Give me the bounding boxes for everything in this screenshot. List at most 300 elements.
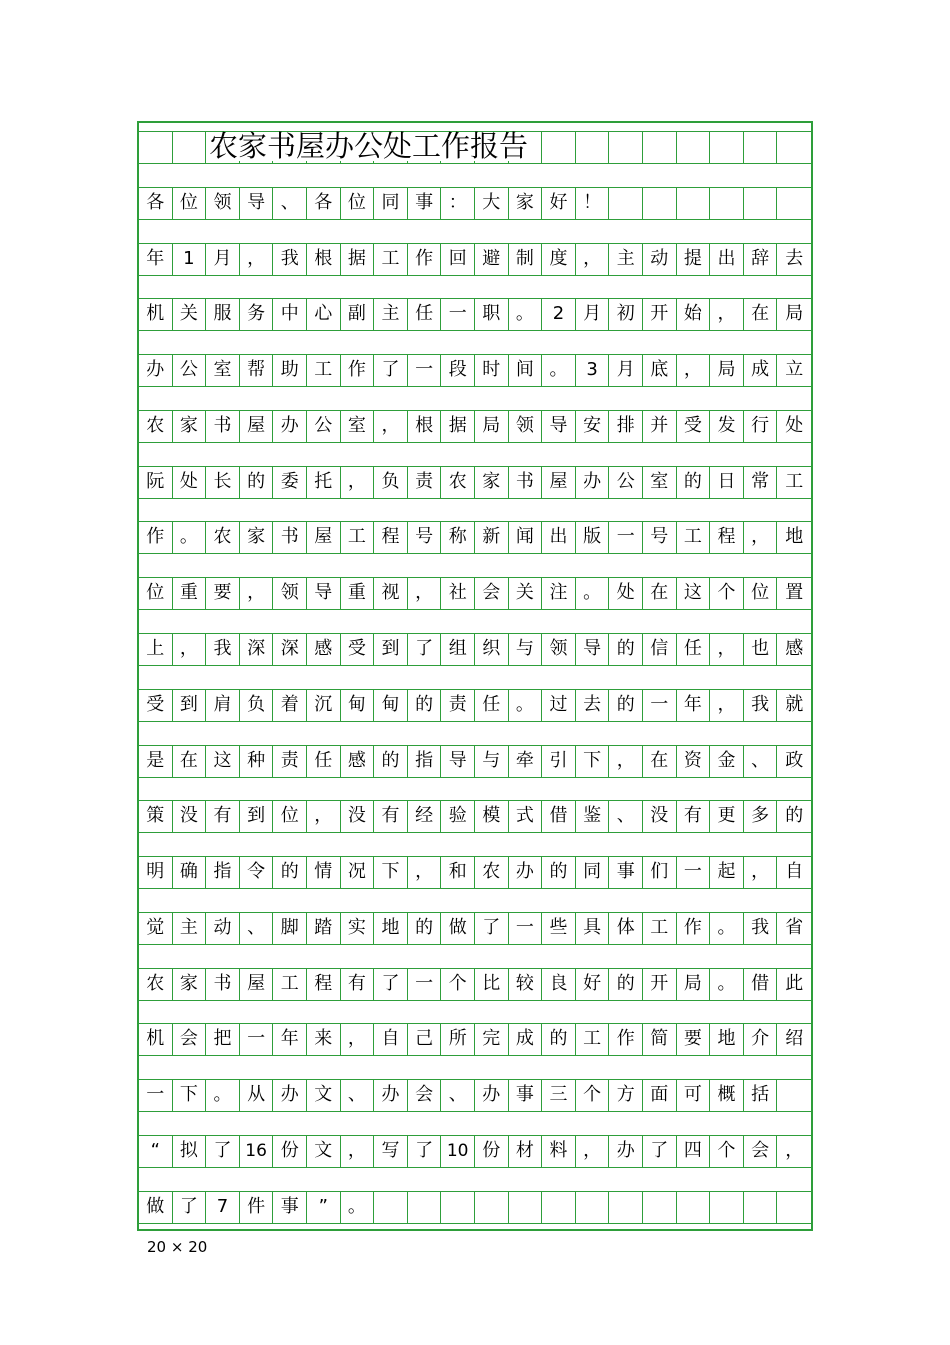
grid-cell: 领 [509,410,543,442]
grid-cell: ， [576,243,610,275]
grid-cell: 踏 [307,912,341,944]
grid-cell: 帮 [240,354,274,386]
grid-cell: 工 [785,470,804,492]
grid-cell [374,1191,408,1223]
grid-cell [744,187,778,219]
grid-cell: 、 [441,1079,475,1111]
grid-cell: 具 [576,912,610,944]
grid-cell [609,187,643,219]
text-row [139,410,811,442]
grid-cell: 把 [206,1023,240,1055]
grid-cell: 可 [677,1079,711,1111]
grid-cell: 的 [609,968,643,1000]
grid-cell: 并 [643,410,677,442]
manuscript-grid-sheet [137,121,813,1231]
grid-cell: 一 [408,354,442,386]
grid-cell: 。 [509,689,543,721]
text-row [139,745,811,777]
grid-cell: 公 [307,410,341,442]
grid-cell [744,1191,778,1223]
grid-cell: 副 [341,298,375,330]
grid-cell: 和 [441,856,475,888]
grid-cell: 局 [475,410,509,442]
grid-cell: ， [710,689,744,721]
grid-cell: 主 [609,243,643,275]
grid-cell: ， [408,577,442,609]
grid-cell: 我 [744,912,778,944]
grid-cell: 做 [139,1191,173,1223]
grid-cell: 到 [240,800,274,832]
grid-cell: 一 [609,521,643,553]
grid-cell: 委 [273,466,307,498]
grid-cell: ， [307,800,341,832]
row-bottom-rule [139,553,811,554]
grid-cell: 家 [173,968,207,1000]
grid-cell: 四 [677,1135,711,1167]
grid-cell: 了 [408,633,442,665]
grid-cell: 地 [785,526,804,548]
text-row [139,633,811,665]
grid-cell: 家 [509,187,543,219]
grid-cell: 来 [307,1023,341,1055]
grid-cell: ， [744,521,778,553]
row-bottom-rule [139,1000,811,1001]
grid-cell: 经 [408,800,442,832]
grid-cell: 月 [609,354,643,386]
grid-cell: 导 [441,745,475,777]
grid-cell: 农 [206,521,240,553]
grid-cell: 工 [273,968,307,1000]
row-bottom-rule [139,1111,811,1112]
grid-cell: 年 [677,689,711,721]
grid-cell: 工 [341,521,375,553]
grid-cell: 公 [173,354,207,386]
grid-cell: 会 [173,1023,207,1055]
grid-cell: 年 [273,1023,307,1055]
text-row [139,298,811,330]
grid-cell: 作 [609,1023,643,1055]
grid-cell: 成 [509,1023,543,1055]
grid-cell: 到 [173,689,207,721]
grid-cell: 引 [542,745,576,777]
grid-cell: 农 [139,410,173,442]
grid-cell: 重 [341,577,375,609]
grid-cell: 程 [307,968,341,1000]
grid-cell: 就 [785,693,804,715]
grid-cell: 文 [307,1135,341,1167]
grid-cell: 日 [710,466,744,498]
grid-cell: 段 [441,354,475,386]
grid-cell: 避 [475,243,509,275]
grid-size-label: 20 × 20 [147,1238,208,1256]
grid-cell: 实 [341,912,375,944]
grid-cell: 、 [609,800,643,832]
grid-cell: 关 [173,298,207,330]
grid-cell: 作 [139,521,173,553]
grid-cell: 好 [576,968,610,1000]
grid-cell: 令 [240,856,274,888]
grid-cell: 主 [374,298,408,330]
grid-cell: ， [341,466,375,498]
grid-cell [710,187,744,219]
grid-cell: 要 [677,1023,711,1055]
grid-cell: 自 [785,861,804,883]
grid-cell: 验 [441,800,475,832]
row-bottom-rule [139,275,811,276]
grid-cell: 导 [576,633,610,665]
grid-cell [677,131,711,163]
grid-cell: 括 [744,1079,778,1111]
grid-cell: 深 [273,633,307,665]
grid-cell: 回 [441,243,475,275]
grid-cell: 7 [206,1191,240,1223]
grid-cell: ！ [576,187,610,219]
grid-cell: 书 [509,466,543,498]
grid-cell: 了 [206,1135,240,1167]
grid-cell: 位 [139,577,173,609]
grid-cell: 初 [609,298,643,330]
grid-cell: 指 [408,745,442,777]
grid-cell [609,1191,643,1223]
grid-cell: ， [744,856,778,888]
grid-cell: 、 [240,912,274,944]
grid-cell: 任 [475,689,509,721]
grid-cell: 有 [374,800,408,832]
grid-cell: 会 [408,1079,442,1111]
grid-cell: 多 [744,800,778,832]
grid-cell: 农 [441,466,475,498]
grid-cell: 己 [408,1023,442,1055]
grid-cell: 地 [374,912,408,944]
grid-cell: 始 [677,298,711,330]
grid-cell: 要 [206,577,240,609]
grid-cell: ， [408,856,442,888]
grid-cell: 作 [408,243,442,275]
grid-cell: 织 [475,633,509,665]
grid-cell: ， [710,298,744,330]
grid-cell: 室 [206,354,240,386]
grid-cell: 感 [341,745,375,777]
grid-cell: 责 [408,466,442,498]
grid-cell: 们 [643,856,677,888]
grid-cell: 的 [273,856,307,888]
grid-cell: 更 [710,800,744,832]
grid-cell [576,131,610,163]
grid-cell: 服 [206,298,240,330]
grid-cell: 的 [785,805,804,827]
grid-cell: 料 [542,1135,576,1167]
grid-cell: 位 [341,187,375,219]
grid-cell [542,1191,576,1223]
grid-cell: 中 [273,298,307,330]
grid-cell: 出 [710,243,744,275]
grid-cell: 托 [307,466,341,498]
grid-cell: 办 [273,1079,307,1111]
grid-cell: 感 [785,638,804,660]
grid-cell: 是 [139,745,173,777]
grid-cell: 借 [744,968,778,1000]
grid-cell: 家 [240,521,274,553]
text-row [139,968,811,1000]
row-bottom-rule [139,386,811,387]
grid-cell [609,131,643,163]
row-bottom-rule [139,777,811,778]
grid-cell: 事 [609,856,643,888]
grid-cell [139,131,173,163]
grid-cell: 。 [542,354,576,386]
grid-cell: 称 [441,521,475,553]
grid-cell: 一 [240,1023,274,1055]
row-bottom-rule [139,219,811,220]
grid-cell: ， [785,1140,804,1162]
grid-cell: 任 [307,745,341,777]
grid-cell: 底 [643,354,677,386]
grid-cell: ， [576,1135,610,1167]
grid-cell: 一 [408,968,442,1000]
grid-cell: 了 [643,1135,677,1167]
grid-cell: 。 [173,521,207,553]
grid-cell: 程 [710,521,744,553]
grid-cell: ， [240,577,274,609]
grid-cell: 、 [273,187,307,219]
grid-cell: 。 [509,298,543,330]
row-bottom-rule [139,721,811,722]
grid-cell: 长 [206,466,240,498]
grid-cell: 组 [441,633,475,665]
grid-cell: 我 [273,243,307,275]
grid-cell: 个 [710,1135,744,1167]
grid-cell: 的 [240,466,274,498]
grid-cell: 甸 [374,689,408,721]
grid-cell: 置 [785,582,804,604]
row-bottom-rule [139,1055,811,1056]
grid-cell: 发 [710,410,744,442]
grid-cell: 务 [240,298,274,330]
grid-cell: 据 [441,410,475,442]
grid-cell: 在 [173,745,207,777]
grid-cell: 材 [509,1135,543,1167]
grid-cell: 农 [475,856,509,888]
grid-cell: 借 [542,800,576,832]
grid-cell: 新 [475,521,509,553]
grid-cell: 心 [307,298,341,330]
grid-cell: 的 [609,633,643,665]
grid-cell: 助 [273,354,307,386]
grid-cell: 有 [341,968,375,1000]
grid-cell: 位 [173,187,207,219]
grid-cell: 。 [341,1191,375,1223]
grid-cell: 到 [374,633,408,665]
grid-cell: 与 [475,745,509,777]
grid-cell [710,1191,744,1223]
grid-cell [643,131,677,163]
grid-cell: 成 [744,354,778,386]
grid-cell: 上 [139,633,173,665]
grid-cell: 的 [408,912,442,944]
grid-cell: 没 [341,800,375,832]
grid-cell: 办 [509,856,543,888]
text-row [139,912,811,944]
grid-cell: 在 [643,745,677,777]
grid-cell: 工 [643,912,677,944]
grid-cell: 的 [408,689,442,721]
grid-cell: 三 [542,1079,576,1111]
grid-cell [643,187,677,219]
grid-cell: 责 [273,745,307,777]
grid-cell: 指 [206,856,240,888]
grid-cell: 下 [576,745,610,777]
text-row [139,800,811,832]
grid-cell: 份 [273,1135,307,1167]
grid-cell: 牵 [509,745,543,777]
grid-cell: 安 [576,410,610,442]
row-bottom-rule [139,498,811,499]
grid-cell: 一 [441,298,475,330]
grid-cell: 绍 [785,1028,804,1050]
grid-cell: 、 [744,745,778,777]
grid-cell: 的 [374,745,408,777]
grid-cell: ， [173,633,207,665]
grid-cell: 3 [576,354,610,386]
grid-cell: 的 [542,1023,576,1055]
grid-cell: 局 [710,354,744,386]
grid-cell: 自 [374,1023,408,1055]
grid-cell: 没 [173,800,207,832]
grid-cell: 件 [240,1191,274,1223]
grid-cell: 概 [710,1079,744,1111]
text-row [139,466,811,498]
grid-cell: 作 [341,354,375,386]
grid-cell: 良 [542,968,576,1000]
text-row [139,243,811,275]
grid-cell: 有 [677,800,711,832]
grid-cell: 室 [643,466,677,498]
grid-cell: 责 [441,689,475,721]
grid-cell: 我 [206,633,240,665]
grid-cell: 领 [206,187,240,219]
grid-cell: 。 [576,577,610,609]
grid-cell: 脚 [273,912,307,944]
grid-cell: 家 [173,410,207,442]
grid-cell: 了 [408,1135,442,1167]
grid-cell: 介 [744,1023,778,1055]
grid-cell: ， [374,410,408,442]
grid-cell: 此 [785,972,804,994]
grid-cell: 根 [408,410,442,442]
row-bottom-rule [139,665,811,666]
grid-cell: 月 [206,243,240,275]
grid-cell: 个 [441,968,475,1000]
grid-cell: 式 [509,800,543,832]
grid-cell: 办 [273,410,307,442]
row-bottom-rule [139,1223,811,1224]
grid-cell: 模 [475,800,509,832]
grid-cell: 一 [509,912,543,944]
grid-cell: 简 [643,1023,677,1055]
grid-cell: 年 [139,243,173,275]
grid-cell: 政 [785,749,804,771]
grid-cell: 信 [643,633,677,665]
grid-cell: 根 [307,243,341,275]
grid-cell: 下 [173,1079,207,1111]
grid-cell: 阮 [139,466,173,498]
grid-cell: 处 [609,577,643,609]
grid-cell [475,1191,509,1223]
grid-cell: 机 [139,298,173,330]
grid-cell: 下 [374,856,408,888]
grid-cell: 深 [240,633,274,665]
grid-cell: 导 [307,577,341,609]
grid-cell: 份 [475,1135,509,1167]
grid-cell: 同 [576,856,610,888]
grid-cell: 觉 [139,912,173,944]
grid-cell [777,131,811,163]
grid-cell: 号 [408,521,442,553]
grid-cell: 版 [576,521,610,553]
text-row [139,1191,811,1223]
grid-cell: 。 [710,912,744,944]
grid-cell: 拟 [173,1135,207,1167]
grid-cell: 位 [273,800,307,832]
grid-cell: 书 [273,521,307,553]
row-bottom-rule [139,442,811,443]
grid-cell: 这 [677,577,711,609]
grid-cell: 工 [677,521,711,553]
grid-cell: 程 [374,521,408,553]
grid-cell: 工 [307,354,341,386]
grid-cell: 文 [307,1079,341,1111]
grid-cell: 书 [206,968,240,1000]
grid-cell: 一 [139,1079,173,1111]
grid-cell: 出 [542,521,576,553]
grid-cell: ， [609,745,643,777]
grid-cell: ， [341,1135,375,1167]
grid-cell: 主 [173,912,207,944]
grid-cell: ， [240,243,274,275]
row-bottom-rule [139,832,811,833]
document-title: 农家书屋办公处工作报告 [209,129,529,163]
grid-cell: 一 [643,689,677,721]
grid-cell: 导 [240,187,274,219]
grid-cell: 屋 [542,466,576,498]
grid-cell: 大 [475,187,509,219]
grid-cell: 据 [341,243,375,275]
grid-cell: 屋 [240,410,274,442]
grid-cell [777,1191,811,1223]
row-bottom-rule [139,888,811,889]
grid-cell [408,1191,442,1223]
grid-cell: 个 [710,577,744,609]
grid-cell: 明 [139,856,173,888]
grid-cell: 开 [643,298,677,330]
grid-cell: 任 [408,298,442,330]
grid-cell: 些 [542,912,576,944]
grid-cell: 会 [744,1135,778,1167]
grid-cell: 事 [408,187,442,219]
grid-cell: 工 [374,243,408,275]
grid-cell: 。 [710,968,744,1000]
grid-cell: 会 [475,577,509,609]
grid-cell [509,1191,543,1223]
grid-cell: 时 [475,354,509,386]
grid-cell: 事 [273,1191,307,1223]
title-row [139,131,811,163]
grid-cell: 屋 [307,521,341,553]
grid-cell: 10 [441,1135,475,1167]
grid-cell: 一 [677,856,711,888]
grid-cell: 书 [206,410,240,442]
grid-cell: 常 [744,466,778,498]
